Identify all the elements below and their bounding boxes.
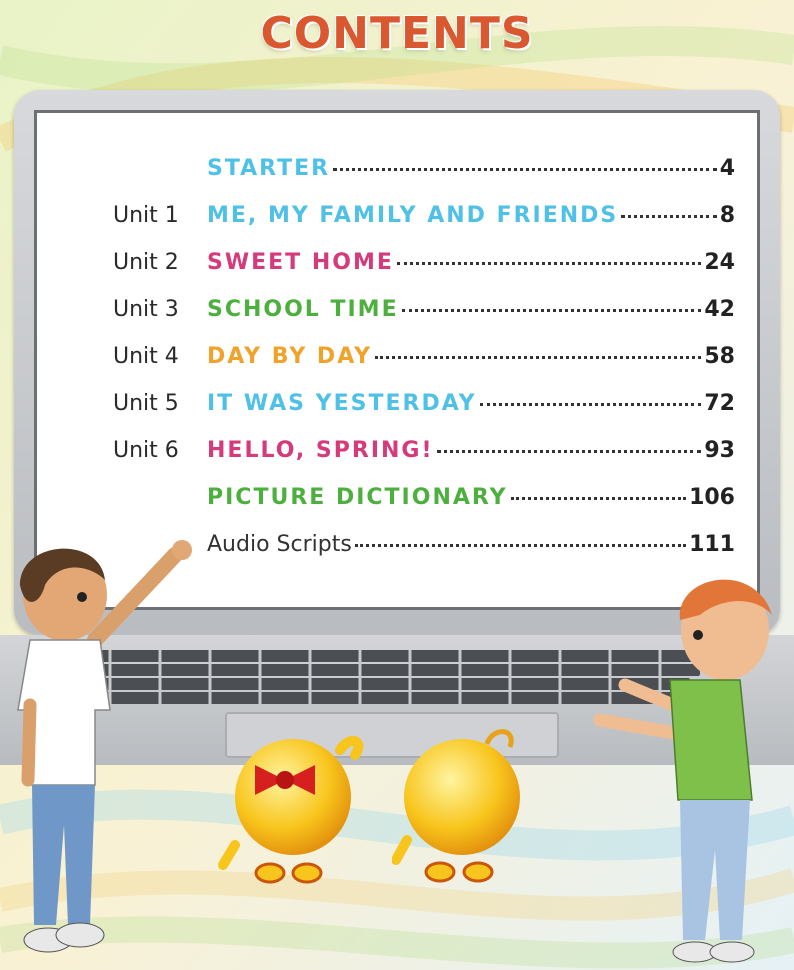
unit-label: Unit 3 <box>113 297 179 322</box>
page-number: 24 <box>704 250 735 275</box>
toc-title: HELLO, SPRING! <box>207 438 434 463</box>
leader-dots <box>511 497 687 500</box>
toc-row-unit-1[interactable] <box>37 198 763 234</box>
unit-label: Unit 5 <box>113 391 179 416</box>
page-number: 72 <box>704 391 735 416</box>
toc-title: STARTER <box>207 156 331 181</box>
toc-row-unit-6[interactable] <box>37 433 763 469</box>
toc-title: ME, MY FAMILY AND FRIENDS <box>207 203 619 228</box>
toc-title: Audio Scripts <box>207 532 352 557</box>
leader-dots <box>397 262 702 265</box>
toc-row-unit-4[interactable] <box>37 339 763 375</box>
unit-label: Unit 4 <box>113 344 179 369</box>
unit-label: Unit 2 <box>113 250 179 275</box>
emoji-plain <box>392 722 532 887</box>
leader-dots <box>375 356 701 359</box>
toc-title: IT WAS YESTERDAY <box>207 391 477 416</box>
leader-dots <box>333 168 717 171</box>
toc-row-unit-3[interactable] <box>37 292 763 328</box>
boy-green-shirt <box>580 560 780 970</box>
emoji-with-bow <box>215 725 375 890</box>
leader-dots <box>480 403 702 406</box>
leader-dots <box>402 309 702 312</box>
toc-title: PICTURE DICTIONARY <box>207 485 508 510</box>
unit-label: Unit 6 <box>113 438 179 463</box>
toc-row-picture-dictionary[interactable] <box>37 480 763 516</box>
toc-title: SCHOOL TIME <box>207 297 399 322</box>
page-number: 106 <box>689 485 735 510</box>
page-number: 93 <box>704 438 735 463</box>
toc-row-starter[interactable] <box>37 151 763 187</box>
leader-dots <box>437 450 702 453</box>
page-title: CONTENTS <box>260 8 534 59</box>
leader-dots <box>355 544 686 547</box>
toc-row-unit-2[interactable] <box>37 245 763 281</box>
unit-label: Unit 1 <box>113 203 179 228</box>
page-number: 8 <box>719 203 735 228</box>
page-number: 111 <box>689 532 735 557</box>
toc-title: SWEET HOME <box>207 250 394 275</box>
page-number: 42 <box>704 297 735 322</box>
page-number: 58 <box>704 344 735 369</box>
leader-dots <box>621 215 716 218</box>
toc-title: DAY BY DAY <box>207 344 373 369</box>
boy-pointing <box>0 525 200 970</box>
page-number: 4 <box>719 156 735 181</box>
toc-row-unit-5[interactable] <box>37 386 763 422</box>
